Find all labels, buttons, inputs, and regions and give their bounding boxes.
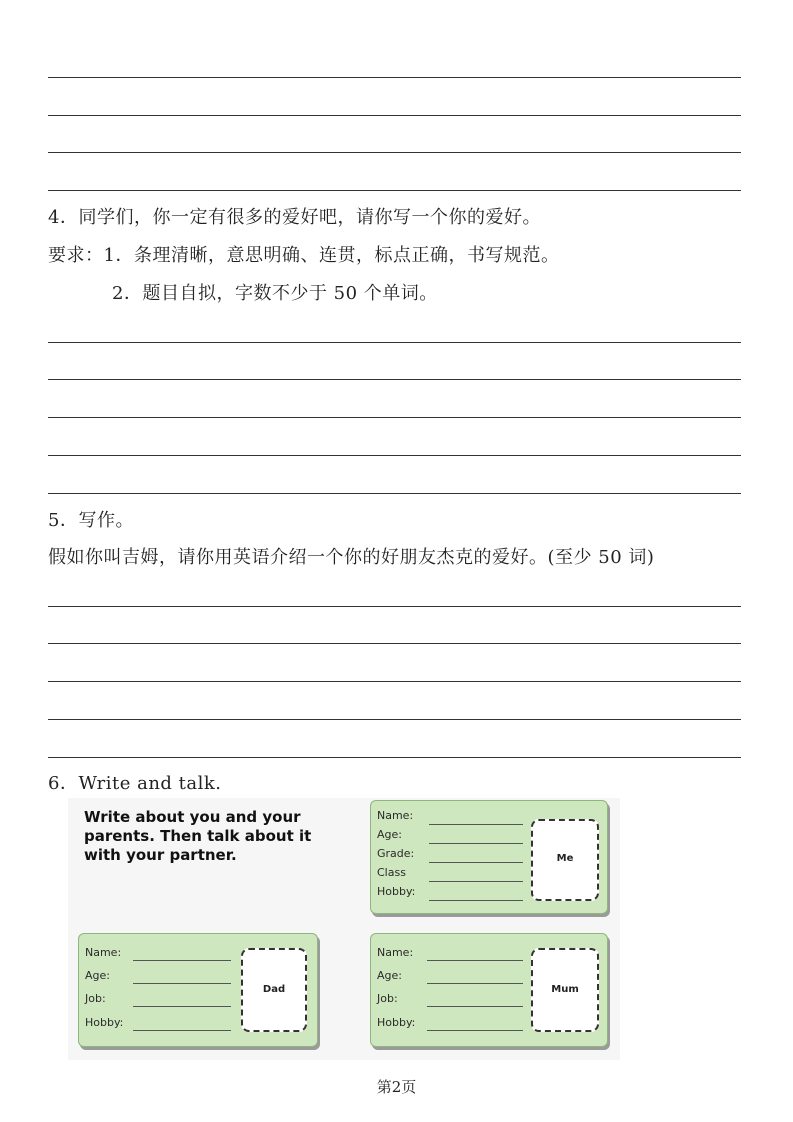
answer-line[interactable]: [48, 379, 741, 380]
field-label: Age:: [85, 969, 110, 982]
field-label: Name:: [377, 809, 414, 822]
q4-requirement-1: 要求：1．条理清晰，意思明确、连贯，标点正确，书写规范。: [48, 245, 560, 266]
q4-title: 4．同学们，你一定有很多的爱好吧，请你写一个你的爱好。: [48, 207, 541, 228]
fill-blank[interactable]: [133, 983, 231, 984]
fill-blank[interactable]: [427, 1006, 523, 1007]
answer-line[interactable]: [48, 190, 741, 191]
answer-line[interactable]: [48, 455, 741, 456]
write-and-talk-figure: [68, 798, 620, 1060]
q4-requirement-2: 2．题目自拟，字数不少于 50 个单词。: [112, 283, 438, 304]
photo-placeholder: [531, 819, 599, 901]
page-number: 第2页: [376, 1078, 417, 1096]
fill-blank[interactable]: [133, 1030, 231, 1031]
fill-blank[interactable]: [133, 960, 231, 961]
fill-blank[interactable]: [429, 900, 523, 901]
mum-card: [370, 933, 608, 1047]
fill-blank[interactable]: [429, 881, 523, 882]
field-label: Name:: [377, 946, 414, 959]
me-card: [370, 800, 608, 914]
field-label: Class: [377, 866, 406, 879]
q5-title: 5．写作。: [48, 510, 134, 531]
field-label: Age:: [377, 969, 402, 982]
field-label: Grade:: [377, 847, 415, 860]
field-label: Hobby:: [377, 1016, 416, 1029]
photo-label: Mum: [551, 984, 579, 995]
answer-line[interactable]: [48, 115, 741, 116]
answer-line[interactable]: [48, 643, 741, 644]
field-label: Age:: [377, 828, 402, 841]
fill-blank[interactable]: [427, 1030, 523, 1031]
answer-line[interactable]: [48, 342, 741, 343]
photo-label: Me: [556, 853, 574, 864]
photo-label: Dad: [262, 984, 286, 995]
figure-instructions: Write about you and your parents. Then talk about it with your partner.: [84, 808, 312, 864]
photo-placeholder: [531, 948, 599, 1032]
fill-blank[interactable]: [429, 843, 523, 844]
answer-line[interactable]: [48, 77, 741, 78]
field-label: Hobby:: [377, 885, 416, 898]
answer-line[interactable]: [48, 719, 741, 720]
answer-line[interactable]: [48, 493, 741, 494]
answer-line[interactable]: [48, 757, 741, 758]
q6-title: 6．Write and talk.: [48, 773, 222, 794]
fill-blank[interactable]: [429, 824, 523, 825]
answer-line[interactable]: [48, 152, 741, 153]
photo-placeholder: [241, 948, 307, 1032]
field-label: Name:: [85, 946, 122, 959]
dad-card: [78, 933, 318, 1047]
q5-prompt: 假如你叫吉姆，请你用英语介绍一个你的好朋友杰克的爱好。(至少 50 词): [48, 547, 655, 568]
field-label: Job:: [85, 992, 106, 1005]
answer-line[interactable]: [48, 606, 741, 607]
answer-line[interactable]: [48, 417, 741, 418]
field-label: Hobby:: [85, 1016, 124, 1029]
field-label: Job:: [377, 992, 398, 1005]
fill-blank[interactable]: [427, 960, 523, 961]
answer-line[interactable]: [48, 681, 741, 682]
fill-blank[interactable]: [133, 1006, 231, 1007]
fill-blank[interactable]: [429, 862, 523, 863]
fill-blank[interactable]: [427, 983, 523, 984]
